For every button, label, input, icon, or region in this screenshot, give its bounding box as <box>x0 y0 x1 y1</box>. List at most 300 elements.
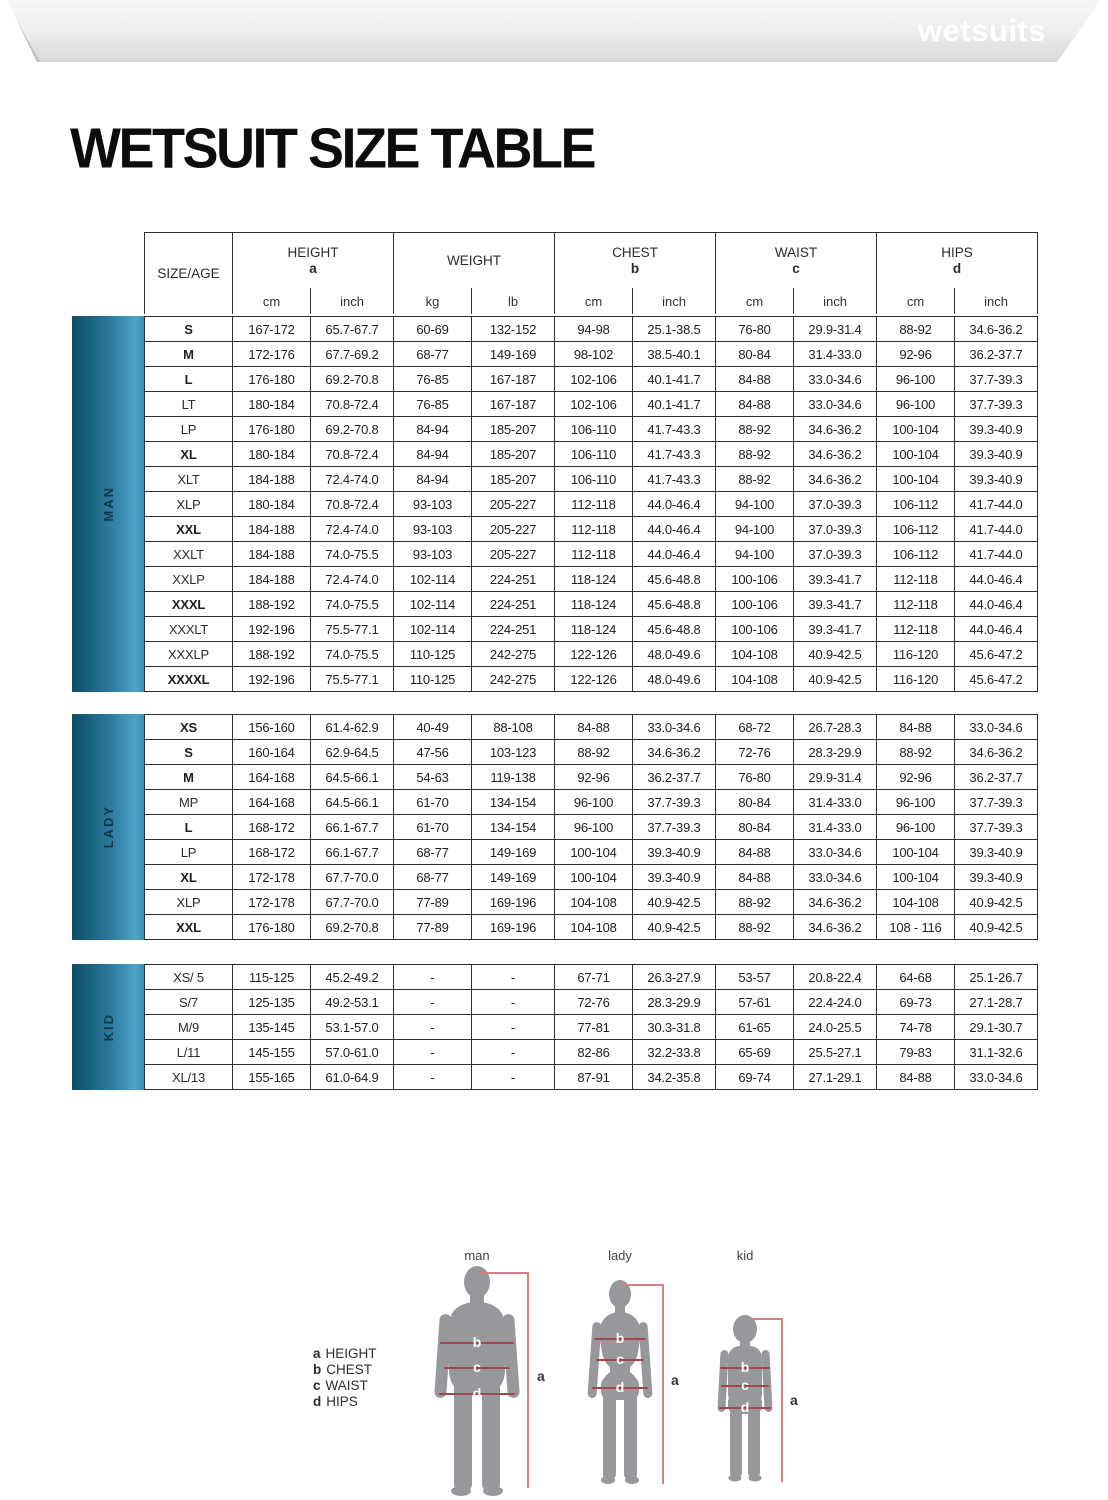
table-cell: 39.3-40.9 <box>955 865 1038 890</box>
table-cell: 104-108 <box>877 890 955 915</box>
table-cell: 41.7-43.3 <box>633 467 716 492</box>
unit-header: cm <box>877 288 955 314</box>
table-cell: 45.2-49.2 <box>311 965 394 990</box>
table-row <box>145 592 1038 617</box>
size-label: XXXLT <box>145 617 233 642</box>
group-letter: c <box>792 261 800 276</box>
legend-letter: d <box>313 1394 322 1409</box>
table-cell: 29.9-31.4 <box>794 765 877 790</box>
unit-header: cm <box>233 288 311 314</box>
table-cell: 26.7-28.3 <box>794 715 877 740</box>
table-cell: 184-188 <box>233 467 311 492</box>
legend-label: WAIST <box>325 1378 368 1393</box>
table-row <box>145 840 1038 865</box>
table-cell: 102-114 <box>394 567 472 592</box>
table-row <box>145 442 1038 467</box>
table-cell: 184-188 <box>233 542 311 567</box>
table-cell: 205-227 <box>472 542 555 567</box>
table-cell: 69.2-70.8 <box>311 417 394 442</box>
group-label: HEIGHT <box>287 245 339 260</box>
table-row <box>145 517 1038 542</box>
table-cell: 65.7-67.7 <box>311 317 394 342</box>
table-cell: 106-112 <box>877 517 955 542</box>
table-cell: - <box>472 1015 555 1040</box>
table-cell: 34.6-36.2 <box>794 467 877 492</box>
size-label: LT <box>145 392 233 417</box>
table-cell: 68-72 <box>716 715 794 740</box>
table-cell: 66.1-67.7 <box>311 815 394 840</box>
table-cell: 192-196 <box>233 617 311 642</box>
table-cell: 164-168 <box>233 765 311 790</box>
section-label: KID <box>100 1012 116 1042</box>
figure-label-lady: lady <box>608 1248 632 1263</box>
hips-letter: d <box>472 1384 482 1401</box>
table-cell: 77-89 <box>394 890 472 915</box>
table-cell: 106-110 <box>555 467 633 492</box>
table-cell: 44.0-46.4 <box>955 592 1038 617</box>
legend-label: CHEST <box>326 1362 373 1377</box>
table-cell: 61.4-62.9 <box>311 715 394 740</box>
table-cell: 39.3-41.7 <box>794 617 877 642</box>
table-cell: 70.8-72.4 <box>311 442 394 467</box>
table-cell: 38.5-40.1 <box>633 342 716 367</box>
table-cell: 33.0-34.6 <box>794 367 877 392</box>
unit-header: inch <box>311 288 394 314</box>
table-cell: 41.7-44.0 <box>955 517 1038 542</box>
size-label: S <box>145 740 233 765</box>
table-cell: 94-100 <box>716 492 794 517</box>
table-cell: 188-192 <box>233 592 311 617</box>
size-label: XL/13 <box>145 1065 233 1090</box>
table-cell: 96-100 <box>877 367 955 392</box>
table-cell: 149-169 <box>472 840 555 865</box>
table-cell: 40.9-42.5 <box>955 915 1038 940</box>
size-label: XXL <box>145 517 233 542</box>
section-lady <box>72 714 1037 940</box>
table-row <box>145 617 1038 642</box>
table-cell: 28.3-29.9 <box>794 740 877 765</box>
table-cell: 45.6-48.8 <box>633 567 716 592</box>
table-cell: 185-207 <box>472 442 555 467</box>
table-cell: 176-180 <box>233 417 311 442</box>
table-cell: 84-88 <box>877 1065 955 1090</box>
lady-silhouette <box>584 1280 656 1486</box>
legend-label: HIPS <box>326 1394 358 1409</box>
table-cell: 64.5-66.1 <box>311 765 394 790</box>
table-cell: 168-172 <box>233 815 311 840</box>
table-cell: 88-92 <box>877 740 955 765</box>
table-cell: 41.7-43.3 <box>633 442 716 467</box>
group-header-height <box>233 233 394 289</box>
lady-table <box>144 714 1038 940</box>
corner-header: SIZE/AGE <box>145 233 233 315</box>
table-cell: 29.9-31.4 <box>794 317 877 342</box>
table-cell: 104-108 <box>716 667 794 692</box>
table-cell: 40.9-42.5 <box>794 642 877 667</box>
table-cell: 68-77 <box>394 865 472 890</box>
table-cell: 76-85 <box>394 392 472 417</box>
table-cell: 40.9-42.5 <box>633 890 716 915</box>
table-cell: 37.7-39.3 <box>633 815 716 840</box>
table-cell: 41.7-44.0 <box>955 492 1038 517</box>
brand-text: wetsuits <box>917 13 1046 48</box>
table-row <box>145 567 1038 592</box>
table-cell: 167-187 <box>472 367 555 392</box>
measurement-legend <box>313 1346 377 1410</box>
unit-header: cm <box>716 288 794 314</box>
size-label: LP <box>145 417 233 442</box>
table-cell: 33.0-34.6 <box>955 715 1038 740</box>
size-label: M <box>145 765 233 790</box>
table-cell: 47-56 <box>394 740 472 765</box>
table-cell: 39.3-40.9 <box>633 840 716 865</box>
table-cell: 61.0-64.9 <box>311 1065 394 1090</box>
table-cell: 92-96 <box>555 765 633 790</box>
table-row <box>145 1065 1038 1090</box>
section-man <box>72 316 1037 692</box>
size-label: S/7 <box>145 990 233 1015</box>
table-cell: 75.5-77.1 <box>311 667 394 692</box>
table-cell: 48.0-49.6 <box>633 667 716 692</box>
table-cell: 93-103 <box>394 542 472 567</box>
table-row <box>145 467 1038 492</box>
table-cell: 39.3-40.9 <box>633 865 716 890</box>
table-cell: 69.2-70.8 <box>311 367 394 392</box>
table-cell: 31.4-33.0 <box>794 342 877 367</box>
table-cell: 70.8-72.4 <box>311 492 394 517</box>
section-bar-man <box>72 316 144 692</box>
table-cell: 94-100 <box>716 517 794 542</box>
table-cell: 100-106 <box>716 592 794 617</box>
size-label: L <box>145 367 233 392</box>
table-cell: 112-118 <box>877 617 955 642</box>
table-row <box>145 492 1038 517</box>
size-label: XXL <box>145 915 233 940</box>
table-cell: 72.4-74.0 <box>311 467 394 492</box>
table-cell: 100-104 <box>877 417 955 442</box>
legend-letter: c <box>313 1378 321 1393</box>
table-cell: 67-71 <box>555 965 633 990</box>
table-cell: 60-69 <box>394 317 472 342</box>
table-cell: 74.0-75.5 <box>311 542 394 567</box>
table-cell: 84-94 <box>394 417 472 442</box>
table-cell: 180-184 <box>233 392 311 417</box>
table-cell: 67.7-70.0 <box>311 865 394 890</box>
table-cell: 205-227 <box>472 517 555 542</box>
table-cell: 96-100 <box>877 790 955 815</box>
table-cell: - <box>394 965 472 990</box>
table-cell: 36.2-37.7 <box>955 765 1038 790</box>
table-cell: 76-85 <box>394 367 472 392</box>
table-cell: 39.3-40.9 <box>955 467 1038 492</box>
table-cell: 74.0-75.5 <box>311 592 394 617</box>
table-cell: 37.0-39.3 <box>794 492 877 517</box>
waist-letter: c <box>741 1376 749 1393</box>
table-cell: 93-103 <box>394 492 472 517</box>
table-cell: 26.3-27.9 <box>633 965 716 990</box>
table-row <box>145 417 1038 442</box>
group-label: WAIST <box>774 245 818 260</box>
table-cell: 27.1-29.1 <box>794 1065 877 1090</box>
table-cell: 84-88 <box>877 715 955 740</box>
table-cell: 44.0-46.4 <box>955 567 1038 592</box>
table-cell: 64-68 <box>877 965 955 990</box>
table-row <box>145 1040 1038 1065</box>
table-cell: 102-106 <box>555 367 633 392</box>
size-label: MP <box>145 790 233 815</box>
table-cell: 110-125 <box>394 667 472 692</box>
table-cell: 84-88 <box>716 367 794 392</box>
table-cell: 34.6-36.2 <box>633 740 716 765</box>
table-cell: - <box>394 1040 472 1065</box>
table-cell: 84-88 <box>555 715 633 740</box>
table-cell: 37.0-39.3 <box>794 542 877 567</box>
unit-header: inch <box>794 288 877 314</box>
table-row <box>145 342 1038 367</box>
table-cell: 176-180 <box>233 367 311 392</box>
table-cell: 66.1-67.7 <box>311 840 394 865</box>
table-cell: 84-94 <box>394 467 472 492</box>
table-cell: 40.9-42.5 <box>633 915 716 940</box>
table-cell: 37.7-39.3 <box>955 367 1038 392</box>
table-cell: 61-70 <box>394 790 472 815</box>
size-label: XXXLP <box>145 642 233 667</box>
table-cell: 84-88 <box>716 392 794 417</box>
chest-line-lady <box>594 1330 646 1345</box>
table-cell: 68-77 <box>394 342 472 367</box>
table-cell: 155-165 <box>233 1065 311 1090</box>
group-header-weight <box>394 233 555 289</box>
chest-letter: b <box>615 1329 625 1346</box>
table-cell: 224-251 <box>472 567 555 592</box>
lady-height-line <box>662 1284 664 1484</box>
table-cell: 61-65 <box>716 1015 794 1040</box>
table-cell: 39.3-41.7 <box>794 592 877 617</box>
table-row <box>145 317 1038 342</box>
table-cell: 122-126 <box>555 667 633 692</box>
table-cell: 72.4-74.0 <box>311 517 394 542</box>
table-cell: 103-123 <box>472 740 555 765</box>
table-cell: 100-106 <box>716 617 794 642</box>
table-cell: 40.1-41.7 <box>633 392 716 417</box>
table-cell: 160-164 <box>233 740 311 765</box>
lady-height-letter: a <box>671 1372 679 1388</box>
table-cell: 62.9-64.5 <box>311 740 394 765</box>
table-cell: 112-118 <box>877 592 955 617</box>
hips-letter: d <box>740 1398 750 1415</box>
table-cell: 27.1-28.7 <box>955 990 1038 1015</box>
table-cell: 34.6-36.2 <box>794 890 877 915</box>
table-cell: 54-63 <box>394 765 472 790</box>
section-bar-kid <box>72 964 144 1090</box>
table-cell: 192-196 <box>233 667 311 692</box>
table-cell: - <box>472 1040 555 1065</box>
table-row <box>145 715 1038 740</box>
table-cell: 164-168 <box>233 790 311 815</box>
table-cell: 100-104 <box>877 865 955 890</box>
table-row <box>145 667 1038 692</box>
table-cell: 156-160 <box>233 715 311 740</box>
table-cell: 88-92 <box>716 467 794 492</box>
kid-height-line <box>781 1318 783 1482</box>
table-cell: 41.7-43.3 <box>633 417 716 442</box>
table-cell: 53.1-57.0 <box>311 1015 394 1040</box>
group-label: HIPS <box>941 245 973 260</box>
size-label: LP <box>145 840 233 865</box>
table-row <box>145 965 1038 990</box>
table-row <box>145 990 1038 1015</box>
man-height-line <box>527 1272 529 1488</box>
group-letter: a <box>309 261 317 276</box>
table-cell: 57-61 <box>716 990 794 1015</box>
table-cell: 118-124 <box>555 617 633 642</box>
table-cell: 39.3-41.7 <box>794 567 877 592</box>
table-cell: 92-96 <box>877 765 955 790</box>
table-cell: 172-178 <box>233 865 311 890</box>
table-cell: 93-103 <box>394 517 472 542</box>
man-height-letter: a <box>537 1368 545 1384</box>
table-cell: 65-69 <box>716 1040 794 1065</box>
table-cell: 205-227 <box>472 492 555 517</box>
table-cell: 25.1-38.5 <box>633 317 716 342</box>
size-label: XLP <box>145 890 233 915</box>
section-label: MAN <box>100 486 116 522</box>
table-cell: 106-110 <box>555 442 633 467</box>
unit-header: cm <box>555 288 633 314</box>
legend-letter: a <box>313 1346 321 1361</box>
table-cell: - <box>472 1065 555 1090</box>
table-cell: 44.0-46.4 <box>633 542 716 567</box>
table-cell: 112-118 <box>555 492 633 517</box>
kid-silhouette <box>712 1314 778 1484</box>
legend-label: HEIGHT <box>325 1346 377 1361</box>
size-label: XLT <box>145 467 233 492</box>
table-cell: 94-100 <box>716 542 794 567</box>
table-cell: 88-92 <box>877 317 955 342</box>
table-cell: 100-104 <box>555 865 633 890</box>
table-cell: 45.6-48.8 <box>633 617 716 642</box>
table-cell: 37.7-39.3 <box>633 790 716 815</box>
table-cell: 88-108 <box>472 715 555 740</box>
page-title: WETSUIT SIZE TABLE <box>70 117 594 181</box>
table-cell: 169-196 <box>472 915 555 940</box>
table-cell: 104-108 <box>716 642 794 667</box>
table-cell: 40.1-41.7 <box>633 367 716 392</box>
table-cell: 32.2-33.8 <box>633 1040 716 1065</box>
table-cell: 180-184 <box>233 492 311 517</box>
table-row <box>145 542 1038 567</box>
waist-line-kid <box>721 1377 769 1392</box>
legend-row <box>313 1378 377 1394</box>
table-cell: 80-84 <box>716 790 794 815</box>
table-cell: 118-124 <box>555 592 633 617</box>
table-cell: 110-125 <box>394 642 472 667</box>
table-cell: 242-275 <box>472 642 555 667</box>
table-cell: 48.0-49.6 <box>633 642 716 667</box>
table-cell: 82-86 <box>555 1040 633 1065</box>
table-cell: 112-118 <box>877 567 955 592</box>
table-cell: 39.3-40.9 <box>955 840 1038 865</box>
table-cell: 45.6-47.2 <box>955 642 1038 667</box>
section-bar-lady <box>72 714 144 940</box>
table-cell: 68-77 <box>394 840 472 865</box>
table-cell: 31.1-32.6 <box>955 1040 1038 1065</box>
table-cell: 145-155 <box>233 1040 311 1065</box>
table-cell: 34.6-36.2 <box>955 317 1038 342</box>
table-cell: 77-89 <box>394 915 472 940</box>
table-row <box>145 765 1038 790</box>
legend-letter: b <box>313 1362 322 1377</box>
table-cell: 33.0-34.6 <box>794 392 877 417</box>
size-label: XXLT <box>145 542 233 567</box>
table-cell: 112-118 <box>555 517 633 542</box>
table-cell: 116-120 <box>877 642 955 667</box>
table-cell: 36.2-37.7 <box>955 342 1038 367</box>
size-label: XXXL <box>145 592 233 617</box>
waist-line-lady <box>596 1351 644 1366</box>
table-cell: 96-100 <box>555 815 633 840</box>
table-row <box>145 740 1038 765</box>
table-cell: 92-96 <box>877 342 955 367</box>
table-cell: 37.0-39.3 <box>794 517 877 542</box>
table-cell: 30.3-31.8 <box>633 1015 716 1040</box>
table-cell: 106-112 <box>877 492 955 517</box>
table-cell: 67.7-70.0 <box>311 890 394 915</box>
unit-header: lb <box>472 288 555 314</box>
table-cell: - <box>394 990 472 1015</box>
table-cell: 28.3-29.9 <box>633 990 716 1015</box>
table-cell: 184-188 <box>233 517 311 542</box>
table-cell: 87-91 <box>555 1065 633 1090</box>
size-label: S <box>145 317 233 342</box>
table-cell: 108 - 116 <box>877 915 955 940</box>
table-cell: 37.7-39.3 <box>955 790 1038 815</box>
legend-row <box>313 1362 377 1378</box>
hips-line-man <box>439 1385 515 1400</box>
table-cell: 185-207 <box>472 467 555 492</box>
table-cell: 172-176 <box>233 342 311 367</box>
size-label: M/9 <box>145 1015 233 1040</box>
table-cell: 76-80 <box>716 317 794 342</box>
table-cell: 69-73 <box>877 990 955 1015</box>
table-cell: 135-145 <box>233 1015 311 1040</box>
table-cell: 40.9-42.5 <box>794 667 877 692</box>
table-cell: 69-74 <box>716 1065 794 1090</box>
table-cell: 77-81 <box>555 1015 633 1040</box>
table-cell: 41.7-44.0 <box>955 542 1038 567</box>
hips-letter: d <box>615 1378 625 1395</box>
table-cell: 184-188 <box>233 567 311 592</box>
table-cell: 224-251 <box>472 617 555 642</box>
table-cell: 74.0-75.5 <box>311 642 394 667</box>
table-cell: 79-83 <box>877 1040 955 1065</box>
table-cell: 100-104 <box>877 840 955 865</box>
table-header <box>144 232 1038 314</box>
table-cell: 98-102 <box>555 342 633 367</box>
table-cell: 74-78 <box>877 1015 955 1040</box>
table-cell: 67.7-69.2 <box>311 342 394 367</box>
size-label: XXLP <box>145 567 233 592</box>
group-header-waist <box>716 233 877 289</box>
table-cell: 149-169 <box>472 865 555 890</box>
chest-letter: b <box>472 1333 482 1350</box>
table-row <box>145 642 1038 667</box>
table-cell: 34.2-35.8 <box>633 1065 716 1090</box>
table-cell: 53-57 <box>716 965 794 990</box>
chest-line-kid <box>720 1359 770 1374</box>
table-cell: 40-49 <box>394 715 472 740</box>
table-cell: 25.1-26.7 <box>955 965 1038 990</box>
